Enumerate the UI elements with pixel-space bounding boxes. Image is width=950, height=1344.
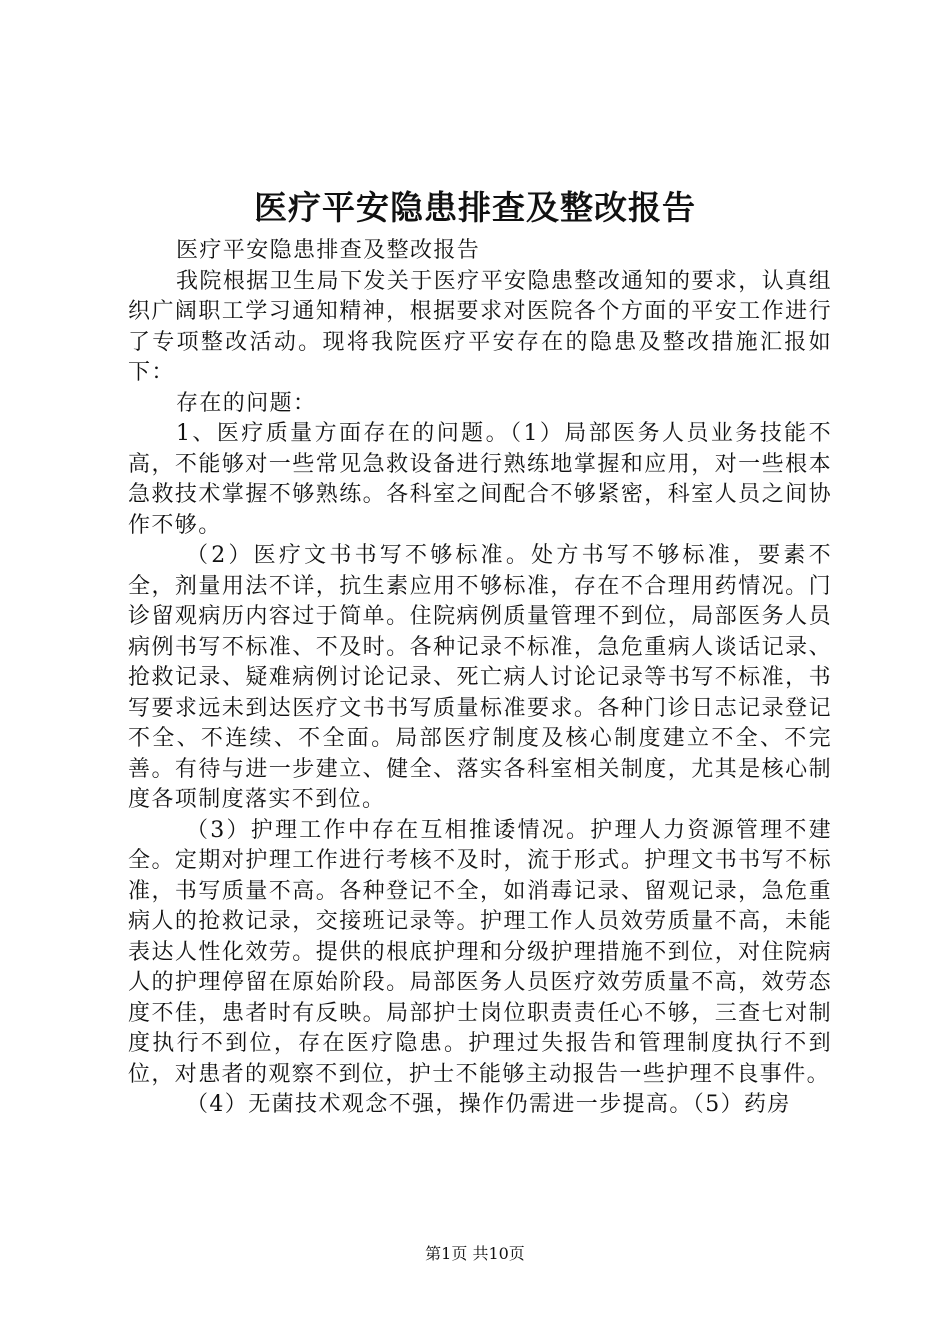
page-number-footer: 第1页 共10页 xyxy=(425,1244,525,1263)
paragraph-problems-heading: 存在的问题： xyxy=(176,390,317,416)
paragraph-medical-quality: 1、医疗质量方面存在的问题。（1）局部医务人员业务技能不高，不能够对一些常见急救设备进行熟练地掌握和应用，对一些根本急救技术掌握不够熟练。各科室之间配合不够紧密，科室人员之间协作不够。 xyxy=(128,421,832,538)
document-title: 医疗平安隐患排查及整改报告 xyxy=(254,188,696,227)
paragraph-nursing-work: （3）护理工作中存在互相推诿情况。护理人力资源管理不建全。定期对护理工作进行考核不及时，流于形式。护理文书书写不标准，书写质量不高。各种登记不全，如消毒记录、留观记录，急危重病人的抢救记录，交接班记录等。护理工作人员效劳质量不高，未能表达人性化效劳。提供的根底护理和分级护理措施不到位，对住院病人的护理停留在原始阶段。局部医务人员医疗效劳质量不高，效劳态度不佳，患者时有反映。局部护士岗位职责责任心不够，三查七对制度执行不到位，存在医疗隐患。护理过失报告和管理制度执行不到位，对患者的观察不到位，护士不能够主动报告一些护理不良事件。 xyxy=(128,817,832,1087)
paragraph-subtitle: 医疗平安隐患排查及整改报告 xyxy=(176,238,481,263)
paragraph-intro: 我院根据卫生局下发关于医疗平安隐患整改通知的要求，认真组织广阔职工学习通知精神，根据要求对医院各个方面的平安工作进行了专项整改活动。现将我院医疗平安存在的隐患及整改措施汇报如下： xyxy=(128,268,832,385)
paragraph-medical-documents: （2）医疗文书书写不够标准。处方书写不够标准，要素不全，剂量用法不详，抗生素应用不够标准，存在不合理用药情况。门诊留观病历内容过于简单。住院病例质量管理不到位，局部医务人员病例书写不标准、不及时。各种记录不标准，急危重病人谈话记录、抢救记录、疑难病例讨论记录、死亡病人讨论记录等书写不标准，书写要求远未到达医疗文书书写质量标准要求。各种门诊日志记录登记不全、不连续、不全面。局部医疗制度及核心制度建立不全、不完善。有待与进一步建立、健全、落实各科室相关制度，尤其是核心制度各项制度落实不到位。 xyxy=(128,543,832,812)
document-body xyxy=(128,236,832,1121)
paragraph-aseptic-technique: （4）无菌技术观念不强，操作仍需进一步提高。（5）药房 xyxy=(186,1092,791,1117)
